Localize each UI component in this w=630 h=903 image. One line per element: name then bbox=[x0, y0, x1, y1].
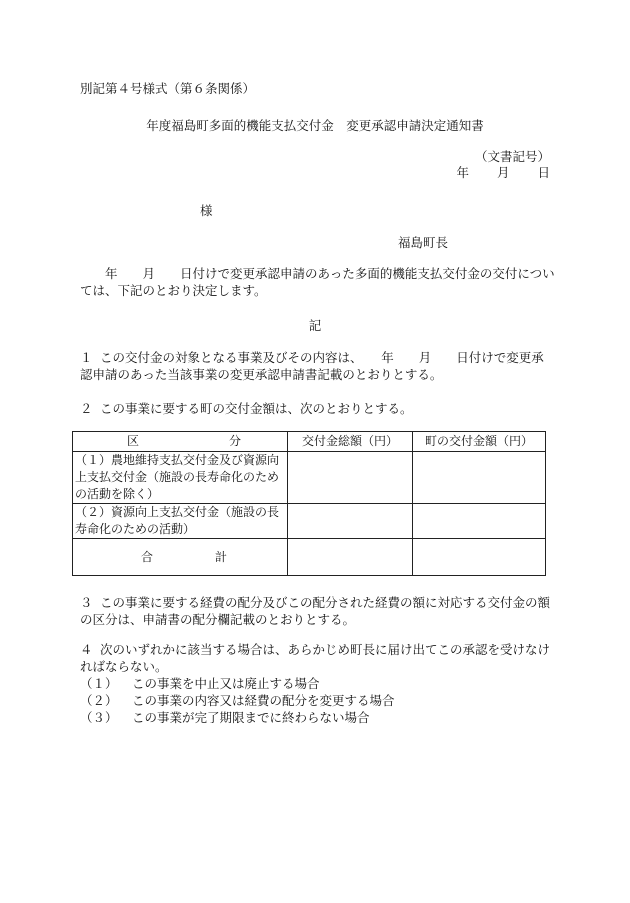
body-paragraph: 年 月 日付けで変更承認申請のあった多面的機能支払交付金の交付については、下記のとおり決定します。 bbox=[80, 266, 555, 298]
item-3 bbox=[80, 594, 556, 628]
form-identifier: 別記第４号様式（第６条関係） bbox=[80, 81, 256, 96]
sender: 福島町長 bbox=[397, 235, 448, 250]
header-town: 町の交付金額（円） bbox=[412, 432, 545, 452]
row-label: （２）資源向上支払交付金（施設の長寿命化のための活動） bbox=[73, 504, 288, 539]
table-row bbox=[73, 452, 546, 504]
condition-3 bbox=[80, 709, 370, 726]
table-total-row bbox=[73, 539, 546, 576]
item-text: この交付金の対象となる事業及びその内容は、 年 月 日付けで変更承認申請のあった当該事業の変更承認申請書記載のとおりとする。 bbox=[80, 350, 544, 382]
condition-2 bbox=[80, 692, 395, 709]
condition-number: （１） bbox=[80, 676, 118, 691]
row-town-cell[interactable] bbox=[412, 504, 545, 539]
condition-number: （２） bbox=[80, 693, 118, 708]
date-month: 月 bbox=[496, 165, 510, 180]
item-text: この事業に要する町の交付金額は、次のとおりとする。 bbox=[100, 401, 413, 416]
document-number: （文書記号） bbox=[474, 149, 550, 164]
item-2 bbox=[80, 400, 556, 417]
item-number: ３ bbox=[80, 595, 93, 610]
header-category bbox=[73, 432, 288, 452]
condition-1 bbox=[80, 675, 320, 692]
item-number: ２ bbox=[80, 401, 93, 416]
date-day: 日 bbox=[537, 165, 550, 180]
ki-heading: 記 bbox=[308, 318, 322, 333]
header-category-a: 区 bbox=[127, 434, 140, 448]
condition-text: この事業を中止又は廃止する場合 bbox=[132, 676, 320, 691]
total-label-a: 合 bbox=[141, 549, 154, 564]
item-text: 次のいずれかに該当する場合は、あらかじめ町長に届け出てこの承認を受けなければならない。 bbox=[80, 642, 551, 674]
row-total-cell[interactable] bbox=[288, 504, 413, 539]
item-number: １ bbox=[80, 350, 93, 365]
document-title: 年度福島町多面的機能支払交付金 変更承認申請決定通知書 bbox=[146, 118, 484, 133]
row-total-cell[interactable] bbox=[288, 452, 413, 504]
date-year: 年 bbox=[456, 165, 469, 180]
allocation-table bbox=[72, 431, 546, 576]
addressee: 様 bbox=[200, 203, 213, 218]
condition-text: この事業の内容又は経費の配分を変更する場合 bbox=[132, 693, 395, 708]
total-total-cell[interactable] bbox=[288, 539, 413, 576]
item-text: この事業に要する経費の配分及びこの配分された経費の額に対応する交付金の額の区分は、申請書の配分欄記載のとおりとする。 bbox=[80, 595, 551, 627]
total-town-cell[interactable] bbox=[412, 539, 545, 576]
header-category-b: 分 bbox=[228, 434, 241, 448]
item-number: ４ bbox=[80, 642, 93, 657]
item-1 bbox=[80, 349, 556, 383]
table-row bbox=[73, 504, 546, 539]
row-label: （１）農地維持支払交付金及び資源向上支払交付金（施設の長寿命化のための活動を除く） bbox=[73, 452, 288, 504]
total-label-b: 計 bbox=[214, 549, 227, 564]
item-4 bbox=[80, 641, 556, 675]
condition-number: （３） bbox=[80, 710, 118, 725]
row-town-cell[interactable] bbox=[412, 452, 545, 504]
total-label bbox=[73, 539, 288, 576]
issue-date bbox=[456, 165, 550, 181]
condition-text: この事業が完了期限までに終わらない場合 bbox=[132, 710, 370, 725]
header-total: 交付金総額（円） bbox=[288, 432, 413, 452]
table-header-row bbox=[73, 432, 546, 452]
